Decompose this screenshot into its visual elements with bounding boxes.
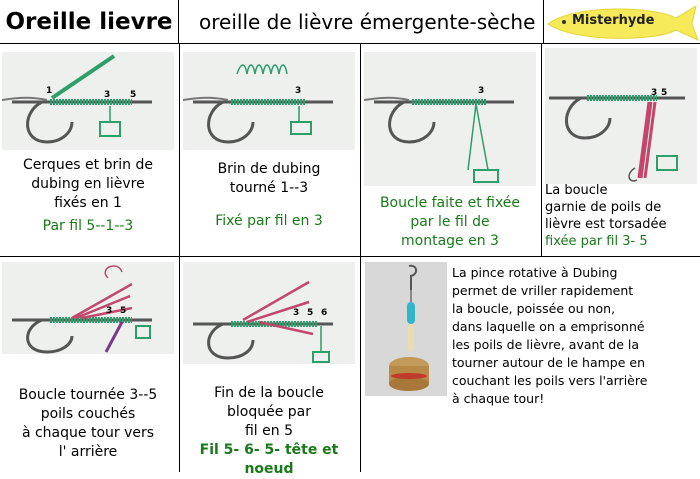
- hook-drawing-icon: [2, 52, 174, 150]
- step-3-sketch: [364, 52, 536, 186]
- caption-line: Boucle tournée 3--5: [18, 387, 158, 403]
- label-3: 3: [295, 86, 302, 96]
- tool-description: [452, 264, 698, 408]
- desc-line: les poils de lièvre, avant de la: [452, 337, 640, 352]
- caption-line: garnie de poils de: [545, 200, 662, 215]
- caption-line: poils couchés: [40, 406, 136, 422]
- step-4-sketch: [545, 48, 697, 184]
- step-6-sketch: [183, 262, 355, 364]
- divider: [541, 44, 542, 256]
- label-3: 3: [478, 86, 485, 96]
- divider: [179, 44, 180, 472]
- brand-logo: [544, 0, 700, 44]
- caption-line: Cerques et brin de: [23, 157, 153, 173]
- label-5: 5: [130, 90, 137, 100]
- hook-drawing-icon: [183, 52, 355, 150]
- caption-line: fixés en 1: [54, 195, 122, 211]
- caption-line: Boucle faite et fixée: [379, 195, 521, 211]
- desc-line: tourner autour de le hampe en: [452, 355, 645, 370]
- label-3: 3: [651, 88, 658, 98]
- caption-green: fixée par fil 3- 5: [545, 234, 648, 249]
- label-3: 3: [106, 306, 113, 316]
- page-title: [0, 0, 179, 44]
- caption-line: montage en 3: [401, 233, 499, 249]
- divider: [0, 256, 700, 257]
- divider: [360, 44, 361, 472]
- label-5: 5: [120, 306, 127, 316]
- caption-line: fil en 5: [244, 423, 293, 439]
- desc-line: à chaque tour!: [452, 391, 545, 406]
- step-1-caption: [0, 156, 176, 236]
- desc-line: la boucle, poissée ou non,: [452, 301, 616, 316]
- hook-drawing-icon: [545, 48, 697, 184]
- caption-green: Fil 5- 6- 5- tête et noeud: [199, 442, 339, 477]
- caption-green: Par fil 5--1--3: [42, 218, 134, 234]
- label-3: 3: [104, 90, 111, 100]
- step-5-sketch: [2, 262, 174, 354]
- dubbing-twister-icon: [365, 262, 447, 396]
- label-3: 3: [293, 308, 300, 318]
- hook-drawing-icon: [364, 52, 536, 186]
- label-5: 5: [307, 308, 314, 318]
- caption-line: Fin de la boucle: [214, 385, 324, 401]
- desc-line: permet de vriller rapidement: [452, 283, 634, 298]
- desc-line: couchant les poils vers l'arrière: [452, 373, 648, 388]
- subtitle-text: oreille de lièvre émergente-sèche: [199, 9, 536, 34]
- step-5-caption: [0, 386, 176, 462]
- title-text: Oreille lievre: [5, 8, 173, 35]
- caption-line: par le fil de: [410, 214, 490, 230]
- step-6-caption: [181, 384, 357, 479]
- caption-line: l' arrière: [58, 444, 118, 460]
- subtitle: [179, 0, 544, 44]
- step-4-caption: [545, 182, 697, 250]
- caption-line: dubing en lièvre: [31, 176, 145, 192]
- step-1-sketch: [2, 52, 174, 150]
- caption-line: lièvre est torsadée: [545, 217, 667, 232]
- label-6: 6: [321, 308, 328, 318]
- step-3-caption: [362, 194, 538, 251]
- step-2-sketch: [183, 52, 355, 150]
- caption-line: à chaque tour vers: [21, 425, 155, 441]
- label-1: 1: [46, 86, 53, 96]
- dubbing-tool-image: [365, 262, 447, 396]
- caption-line: Brin de dubing: [217, 161, 321, 177]
- hook-drawing-icon: [2, 262, 174, 354]
- caption-line: tourné 1--3: [229, 180, 309, 196]
- caption-line: La boucle: [545, 183, 608, 198]
- caption-green: Fixé par fil en 3: [215, 213, 323, 229]
- brand-text: Misterhyde: [572, 13, 655, 28]
- desc-line: La pince rotative à Dubing: [452, 265, 618, 280]
- caption-line: bloquée par: [227, 404, 311, 420]
- label-5: 5: [661, 88, 668, 98]
- desc-line: dans laquelle on a emprisonné: [452, 319, 645, 334]
- step-2-caption: [181, 160, 357, 231]
- hook-drawing-icon: [183, 262, 355, 364]
